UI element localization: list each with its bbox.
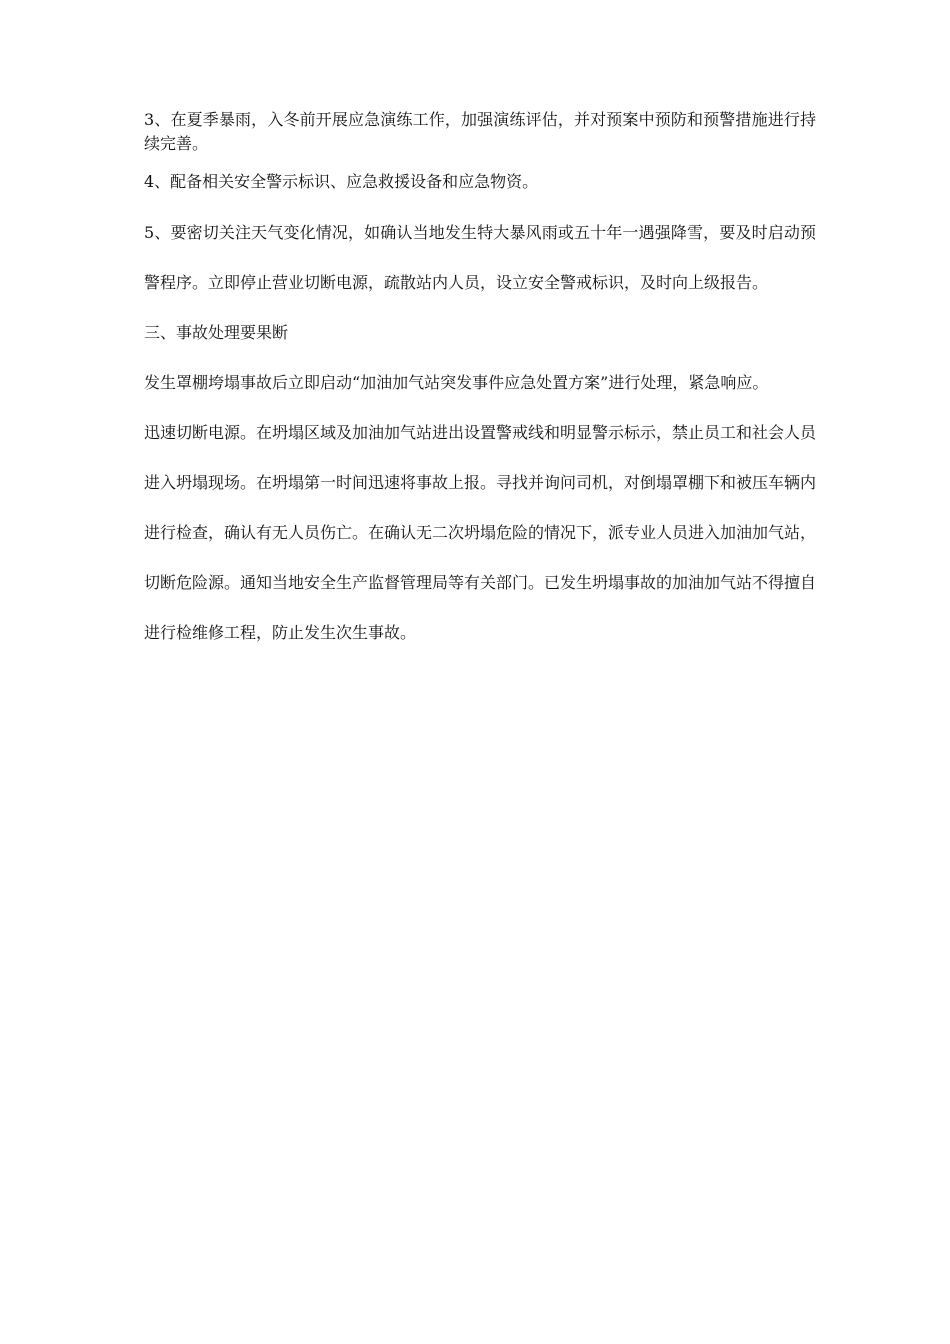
document-body (144, 108, 816, 658)
paragraph-drill-improvement: 3、在夏季暴雨，入冬前开展应急演练工作，加强演练评估，并对预案中预防和预警措施进行持续完善。 (144, 110, 816, 153)
paragraph-equipment-supplies: 4、配备相关安全警示标识、应急救援设备和应急物资。 (144, 172, 539, 191)
section-heading-accident-handling: 三、事故处理要果断 (144, 323, 289, 342)
paragraph-collapse-procedure: 迅速切断电源。在坍塌区域及加油加气站进出设置警戒线和明显警示标示，禁止员工和社会人员进入坍塌现场。在坍塌第一时间迅速将事故上报。寻找并询问司机，对倒塌罩棚下和被压车辆内进行检查，确认有无人员伤亡。在确认无二次坍塌危险的情况下，派专业人员进入加油加气站，切断危险源。通知当地安全生产监督管理局等有关部门。已发生坍塌事故的加油加气站不得擅自进行检维修工程，防止发生次生事故。 (144, 423, 817, 642)
paragraph-emergency-response: 发生罩棚垮塌事故后立即启动“加油加气站突发事件应急处置方案”进行处理，紧急响应。 (144, 373, 769, 392)
paragraph-weather-warning: 5、要密切关注天气变化情况，如确认当地发生特大暴风雨或五十年一遇强降雪，要及时启动预警程序。立即停止营业切断电源，疏散站内人员，设立安全警戒标识，及时向上级报告。 (144, 223, 816, 292)
